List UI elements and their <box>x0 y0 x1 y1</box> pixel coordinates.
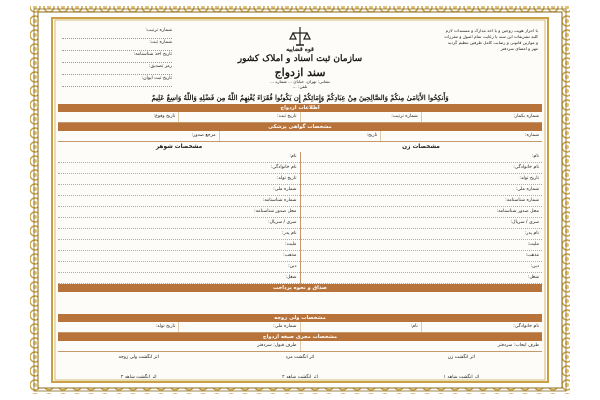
org-line1: قوه قضاییه <box>286 46 314 53</box>
husband-field[interactable]: دین: <box>58 262 300 273</box>
husband-field[interactable]: ملیت: <box>58 240 300 251</box>
guardian-name[interactable]: نام: <box>300 322 421 332</box>
wife-field[interactable]: مذهب: <box>301 251 543 262</box>
husband-column <box>58 152 300 284</box>
field-health-number[interactable]: شماره: <box>380 131 542 141</box>
wife-field[interactable]: ملیت: <box>301 240 543 251</box>
fingerprint-witness-2[interactable]: اثر انگشت شاهد ۲ <box>282 375 318 378</box>
husband-field[interactable]: مذهب: <box>58 251 300 262</box>
field-booklet-number[interactable]: شماره بکمار: <box>421 112 542 122</box>
registrar-offer[interactable]: طرف ایجاب: سردفتر <box>300 341 543 351</box>
document-title: سند ازدواج <box>274 66 326 79</box>
wife-field[interactable]: نام خانوادگی: <box>301 163 543 174</box>
section-health-cert: مشخصات گواهی پزشکی <box>58 123 542 131</box>
section-guardian: مشخصات ولی زوجه <box>58 314 542 322</box>
wife-field[interactable]: تاریخ تولد: <box>301 174 543 185</box>
field-health-date[interactable]: تاریخ: <box>219 131 381 141</box>
emblem-icon <box>284 25 316 47</box>
field-order[interactable]: شماره ترتیب: <box>300 112 421 122</box>
section-marriage-info: اطلاعات ازدواج <box>58 104 542 112</box>
spouse-headers <box>58 142 542 152</box>
health-row <box>58 131 542 142</box>
husband-field[interactable]: نام: <box>58 152 300 163</box>
guardian-birthdate[interactable]: تاریخ تولد: <box>155 324 176 329</box>
husband-field[interactable]: محل صدور شناسنامه: <box>58 207 300 218</box>
section-dowry: صداق و نحوه پرداخت <box>58 284 542 292</box>
legal-note: با احراز هویت زوجین و با اخذ مدارک و مستندات لازم کلیه تشریفات این سند با رعایت تمام اصول و مقررات و موازین قانونی و رضایت کامل طرفین تنظیم گردید مهر و امضای سردفتر <box>444 28 538 51</box>
quran-verse: وَأَنكِحُوا الأَيَامَىٰ مِنكُمْ وَالصَّالِحِينَ مِنْ عِبَادِكُمْ وَإِمَائِكُمْ إِن يَكُونُوا فُقَرَاءَ يُغْنِهِمُ اللَّهُ مِن فَضْلِهِ وَاللَّهُ وَاسِعٌ عَلِيمٌ <box>151 94 449 102</box>
field-register-date[interactable]: تاریخ ثبت ایوان: <box>62 76 172 87</box>
section-registrar: مشخصات مجری صیغه ازدواج <box>58 333 542 341</box>
field-order-number[interactable]: شماره ترتیب: <box>62 28 172 39</box>
wife-field[interactable]: شماره شناسنامه: <box>301 196 543 207</box>
husband-title: مشخصات شوهر <box>155 144 203 150</box>
wife-column <box>300 152 543 284</box>
wife-field[interactable]: شماره ملی: <box>301 185 543 196</box>
husband-field[interactable]: نام پدر: <box>58 229 300 240</box>
field-register-number[interactable]: شماره ثبت: <box>62 40 172 51</box>
wife-field[interactable]: دین: <box>301 262 543 273</box>
wife-field[interactable]: نام پدر: <box>301 229 543 240</box>
husband-field[interactable]: تاریخ تولد: <box>58 174 300 185</box>
wife-title: مشخصات زن <box>402 144 440 150</box>
field-event-date[interactable]: تاریخ وقوع: <box>153 114 176 119</box>
field-verification-code[interactable]: رمز تصدیق: <box>62 64 172 75</box>
wife-field[interactable]: شغل: <box>301 273 543 284</box>
document-header <box>58 22 542 92</box>
marriage-row <box>58 112 542 123</box>
husband-field[interactable]: شماره ملی: <box>58 185 300 196</box>
registrar-row <box>58 341 542 352</box>
husband-field[interactable]: نام خانوادگی: <box>58 163 300 174</box>
fingerprint-witness-3[interactable]: اثر انگشت شاهد ۲ <box>120 375 157 378</box>
field-id-date[interactable]: تاریخ اخذ شناسنامه: <box>62 52 172 63</box>
witness-row <box>58 372 542 378</box>
field-health-issuer[interactable]: مرجع صدور: <box>191 133 216 138</box>
fingerprint-guardian[interactable]: اثر انگشت ولی زوجه <box>118 355 159 360</box>
wife-field[interactable]: نام: <box>301 152 543 163</box>
husband-field[interactable]: شغل: <box>58 273 300 284</box>
spouse-details <box>58 152 542 284</box>
dowry-area[interactable] <box>58 292 542 314</box>
fingerprint-row <box>58 352 542 372</box>
guardian-national-id[interactable]: شماره ملی: <box>178 322 299 332</box>
guardian-row <box>58 322 542 333</box>
fingerprint-witness-1[interactable]: اثر انگشت شاهد ۱ <box>443 375 480 378</box>
org-line2: سازمان ثبت اسناد و املاک کشور <box>237 54 363 64</box>
address: نشانی: تهران، خیابان ... شماره ... تلفن: ... <box>270 79 330 89</box>
guardian-lastname[interactable]: نام خانوادگی: <box>421 322 542 332</box>
husband-field[interactable]: شماره شناسنامه: <box>58 196 300 207</box>
wife-field[interactable]: سری / سریال: <box>301 218 543 229</box>
registrar-accept[interactable]: طرف قبول: سردفتر <box>257 343 297 348</box>
field-reg-date[interactable]: تاریخ ثبت: <box>178 112 299 122</box>
marriage-certificate <box>58 22 542 378</box>
husband-field[interactable]: سری / سریال: <box>58 218 300 229</box>
wife-field[interactable]: محل صدور شناسنامه: <box>301 207 543 218</box>
top-left-fields <box>62 28 172 88</box>
fingerprint-husband[interactable]: اثر انگشت مرد <box>285 355 315 360</box>
fingerprint-wife[interactable]: اثر انگشت زن <box>447 355 475 360</box>
